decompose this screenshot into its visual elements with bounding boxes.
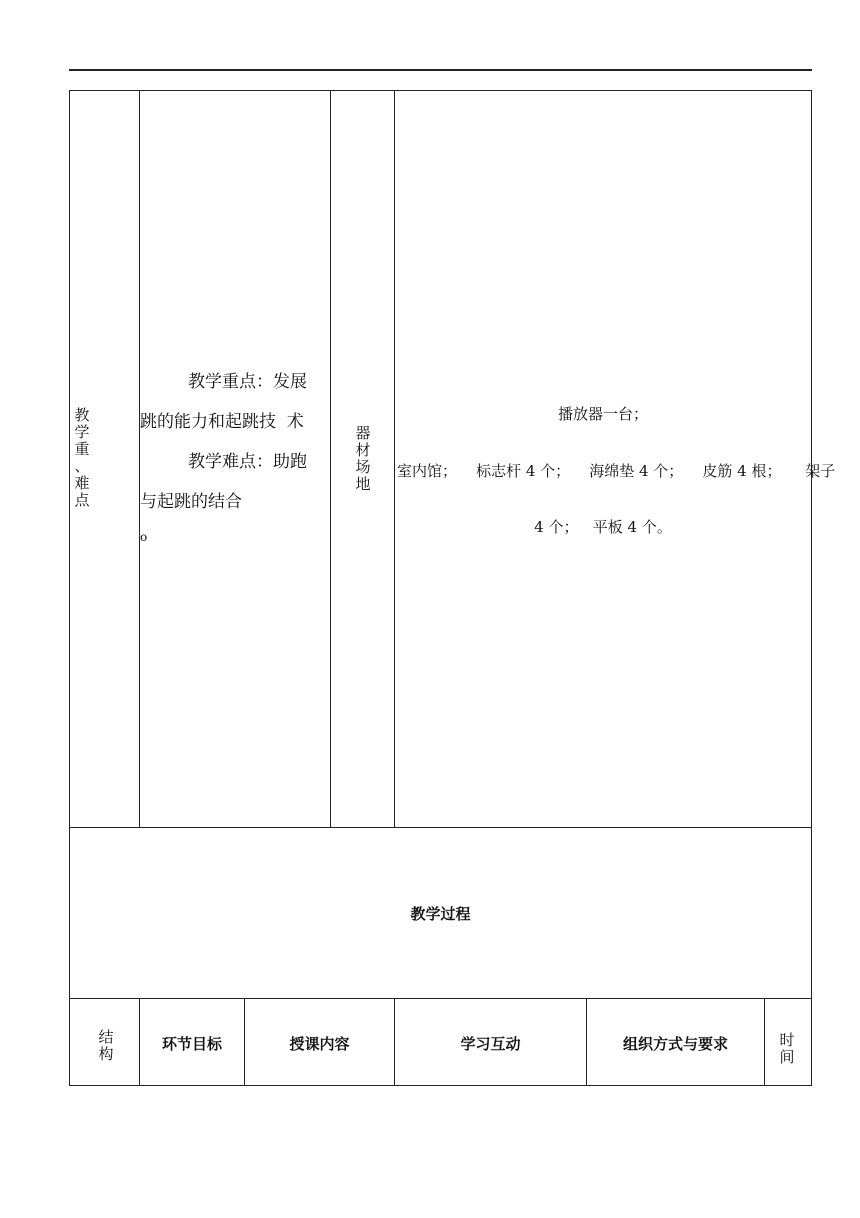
header-lesson-content: 授课内容 xyxy=(289,1035,350,1053)
focus-difficulty: 教学难点：助跑 xyxy=(188,452,307,472)
equipment-label: 器 材 场 地 xyxy=(355,424,371,493)
header-structure: 结 构 xyxy=(98,1028,114,1063)
teaching-process-title: 教学过程 xyxy=(410,905,471,923)
header-learning-interaction: 学习互动 xyxy=(460,1035,521,1053)
header-stage-goal: 环节目标 xyxy=(161,1035,222,1053)
focus-key-point-cont: 跳的能力和起跳技 术 xyxy=(140,412,304,432)
focus-key-point: 教学重点：发展 xyxy=(188,372,307,392)
equipment-list: 室内馆； 标志杆 4 个； 海绵垫 4 个； 皮筋 4 根； 架子 xyxy=(397,462,836,480)
focus-label: 教 学 重 、 难 点 xyxy=(74,406,90,509)
focus-content xyxy=(140,362,330,552)
equipment-list-cont: 4 个； 平板 4 个。 xyxy=(534,518,672,536)
focus-difficulty-cont: 与起跳的结合 xyxy=(140,492,242,512)
equipment-player: 播放器一台； xyxy=(557,405,648,423)
header-organization: 组织方式与要求 xyxy=(622,1035,728,1053)
equipment-content xyxy=(395,400,836,542)
focus-trailing-mark: o xyxy=(140,530,148,544)
header-time: 时 间 xyxy=(779,1031,795,1066)
page-top-rule xyxy=(69,69,812,71)
